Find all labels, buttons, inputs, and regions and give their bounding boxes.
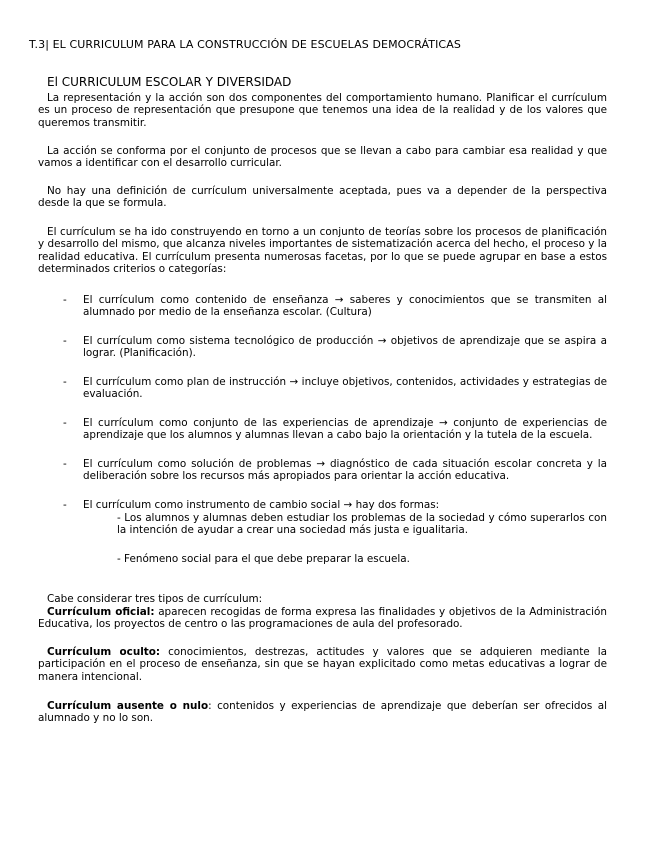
curriculum-type-hidden <box>38 646 607 683</box>
paragraph-1: La representación y la acción son dos componentes del comportamiento humano. Planificar el currículum es un proceso de representación que presupone que tenemos una idea de la realidad y de los valores que queremos transmitir. <box>38 92 607 129</box>
type-definition: aparecen recogidas de forma expresa las finalidades y objetivos de la Administración Educativa, los proyectos de centro o las programaciones de aula del profesorado. <box>38 606 607 631</box>
list-item <box>63 458 607 483</box>
type-term: Currículum oculto: <box>47 646 161 658</box>
type-definition: conocimientos, destrezas, actitudes y valores que se adquieren mediante la participación en el proceso de enseñanza, sin que se hayan explicitado como metas educativas a lograr de manera intencional. <box>38 646 607 683</box>
list-item <box>63 499 607 511</box>
list-dash: - <box>63 376 67 388</box>
curriculum-type-official <box>38 606 607 631</box>
curriculum-type-null <box>38 700 607 725</box>
paragraph-2: La acción se conforma por el conjunto de procesos que se llevan a cabo para cambiar esa realidad y que vamos a identificar con el desarrollo curricular. <box>38 145 607 170</box>
sub-list-item: - Fenómeno social para el que debe preparar la escuela. <box>117 553 410 565</box>
list-item <box>63 417 607 442</box>
list-dash: - <box>63 458 67 470</box>
list-dash: - <box>63 335 67 347</box>
type-definition: : contenidos y experiencias de aprendizaje que deberían ser ofrecidos al alumnado y no lo son. <box>38 700 607 725</box>
list-dash: - <box>63 417 67 429</box>
list-dash: - <box>63 294 67 306</box>
list-item <box>63 294 607 319</box>
paragraph-3: No hay una definición de currículum universalmente aceptada, pues va a depender de la perspectiva desde la que se formula. <box>38 185 607 210</box>
section-title: El CURRICULUM ESCOLAR Y DIVERSIDAD <box>47 75 292 89</box>
types-intro: Cabe considerar tres tipos de currículum: <box>47 593 263 605</box>
list-item-text: El currículum como instrumento de cambio social → hay dos formas: <box>83 499 440 511</box>
list-item-text: El currículum como sistema tecnológico de producción → objetivos de aprendizaje que se aspira a lograr. (Planificación). <box>83 335 607 360</box>
list-dash: - <box>63 499 67 511</box>
list-item <box>63 376 607 401</box>
list-item-text: El currículum como solución de problemas → diagnóstico de cada situación escolar concreta y la deliberación sobre los recursos más apropiados para orientar la acción educativa. <box>83 458 607 483</box>
list-item-text: El currículum como conjunto de las experiencias de aprendizaje → conjunto de experiencias de aprendizaje que los alumnos y alumnas llevan a cabo bajo la orientación y la tutela de la escuela. <box>83 417 607 442</box>
document-title: T.3| EL CURRICULUM PARA LA CONSTRUCCIÓN DE ESCUELAS DEMOCRÁTICAS <box>29 38 461 51</box>
list-item-text: El currículum como plan de instrucción → incluye objetivos, contenidos, actividades y estrategias de evaluación. <box>83 376 607 401</box>
sub-list-item: - Los alumnos y alumnas deben estudiar los problemas de la sociedad y cómo superarlos con la intención de ayudar a crear una sociedad más justa e igualitaria. <box>117 512 607 537</box>
type-term: Currículum oficial: <box>47 606 155 618</box>
list-item-text: El currículum como contenido de enseñanza → saberes y conocimientos que se transmiten al alumnado por medio de la enseñanza escolar. (Cultura) <box>83 294 607 319</box>
paragraph-4: El currículum se ha ido construyendo en torno a un conjunto de teorías sobre los procesos de planificación y desarrollo del mismo, que alcanza niveles importantes de sistematización acerca del hecho, el proceso y la realidad educativa. El currículum presenta numerosas facetas, por lo que se puede agrupar en base a estos determinados criterios o categorías: <box>38 226 607 276</box>
type-term: Currículum ausente o nulo <box>47 700 209 712</box>
list-item <box>63 335 607 360</box>
